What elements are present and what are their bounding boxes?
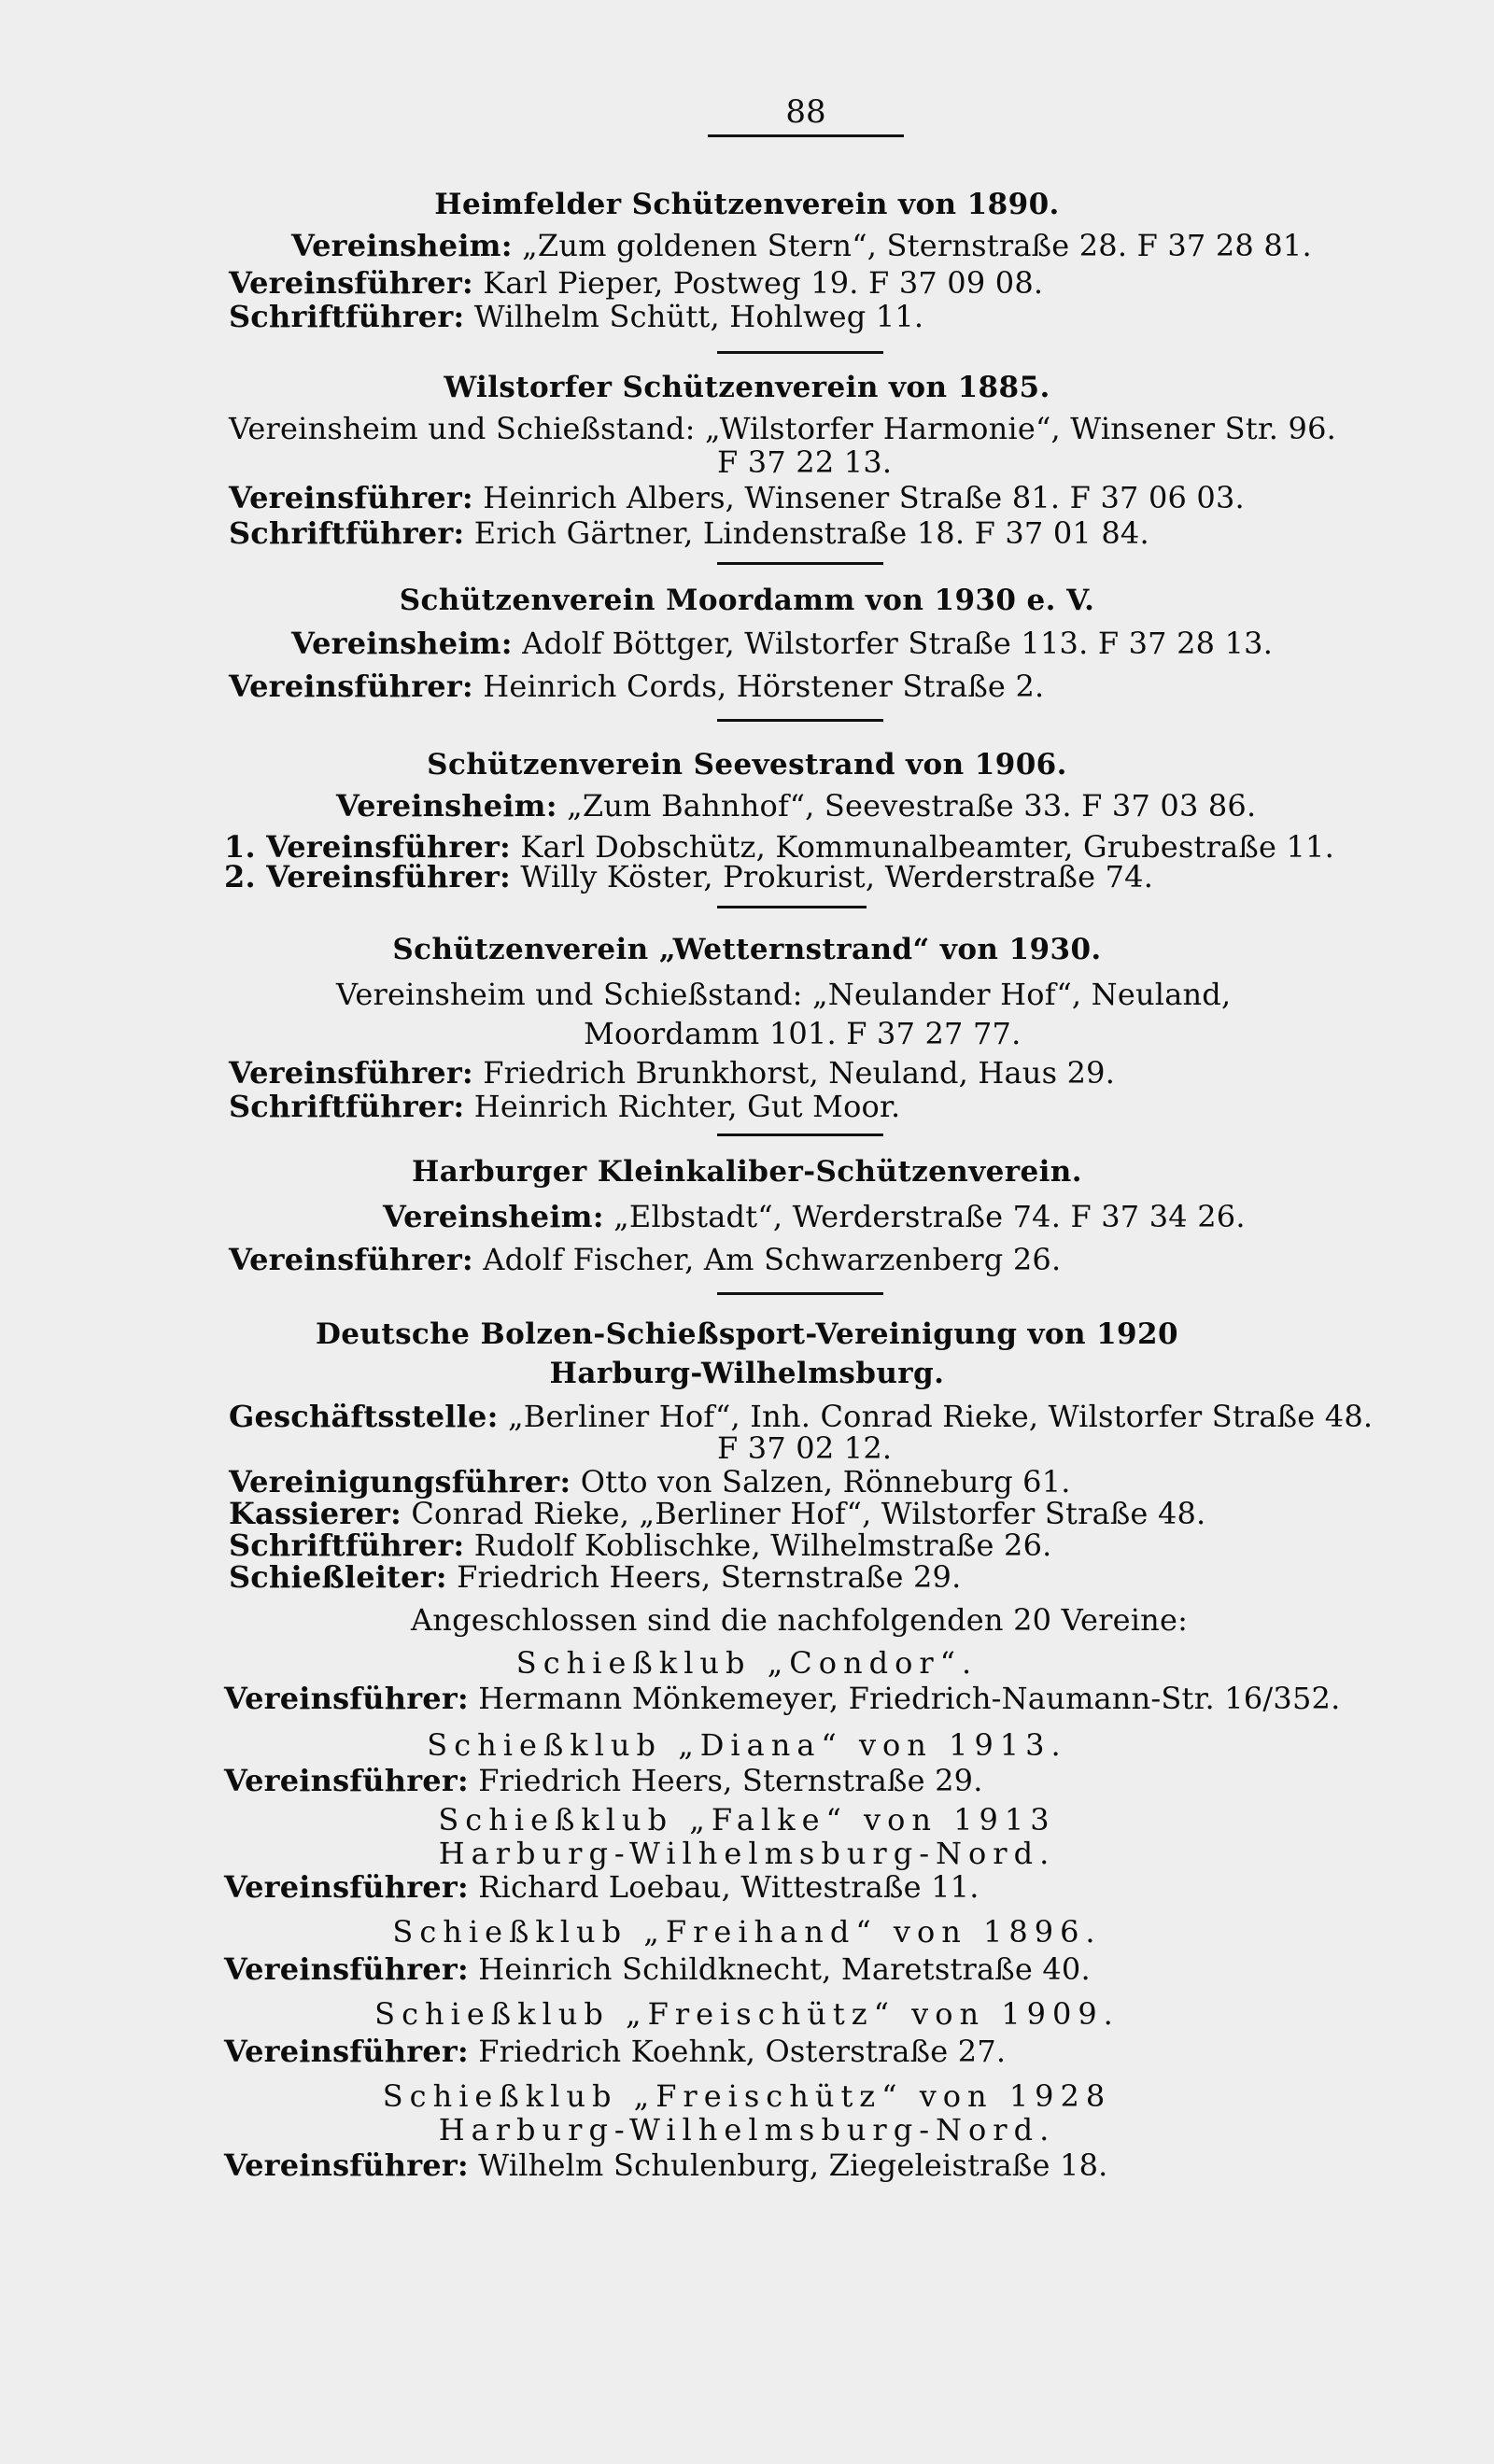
club-name: Schießklub „Condor“. — [515, 1645, 979, 1681]
section-divider — [717, 906, 867, 908]
entry-line: Vereinsheim: „Elbstadt“, Werderstraße 74. F 37 34 26. — [383, 1199, 1246, 1234]
entry-line: Vereinsführer: Heinrich Schildknecht, Maretstraße 40. — [224, 1951, 1091, 1987]
club-name: Schießklub „Falke“ von 1913 — [438, 1802, 1056, 1837]
club-name: Schießklub „Freischütz“ von 1909. — [374, 1996, 1120, 2032]
section-subtitle: Harburg-Wilhelmsburg. — [549, 1357, 945, 1390]
section-title: Schützenverein Moordamm von 1930 e. V. — [399, 584, 1095, 617]
entry-line: Moordamm 101. F 37 27 77. — [584, 1016, 1022, 1051]
entry-line: 1. Vereinsführer: Karl Dobschütz, Kommunalbeamter, Grubestraße 11. — [224, 829, 1334, 865]
entry-line: Vereinsführer: Friedrich Heers, Sternstraße 29. — [224, 1763, 983, 1798]
entry-line: F 37 22 13. — [717, 444, 893, 480]
section-title: Heimfelder Schützenverein von 1890. — [434, 188, 1060, 221]
entry-line: F 37 02 12. — [717, 1430, 893, 1466]
section-divider — [717, 1133, 883, 1136]
section-title: Schützenverein Seevestrand von 1906. — [427, 748, 1067, 781]
entry-line: Vereinsheim und Schießstand: „Neulander Hof“, Neuland, — [336, 977, 1232, 1012]
entry-line: Vereinsführer: Wilhelm Schulenburg, Ziegeleistraße 18. — [224, 2147, 1108, 2183]
entry-line: Vereinsführer: Friedrich Brunkhorst, Neuland, Haus 29. — [229, 1055, 1116, 1091]
entry-line: Vereinsführer: Richard Loebau, Wittestraße 11. — [224, 1869, 980, 1905]
entry-line: Vereinigungsführer: Otto von Salzen, Rönneburg 61. — [229, 1464, 1071, 1500]
intro-line: Angeschlossen sind die nachfolgenden 20 Vereine: — [411, 1602, 1189, 1638]
section-title: Deutsche Bolzen-Schießsport-Vereinigung von 1920 — [316, 1317, 1178, 1351]
entry-line: Schießleiter: Friedrich Heers, Sternstraße 29. — [229, 1559, 962, 1595]
entry-line: Vereinsführer: Heinrich Cords, Hörstener Straße 2. — [229, 669, 1045, 704]
entry-line: Vereinsführer: Adolf Fischer, Am Schwarzenberg 26. — [229, 1242, 1062, 1277]
section-divider — [717, 719, 883, 722]
entry-line: Geschäftsstelle: „Berliner Hof“, Inh. Conrad Rieke, Wilstorfer Straße 48. — [229, 1399, 1374, 1434]
entry-line: Vereinsführer: Hermann Mönkemeyer, Friedrich-Naumann-Str. 16/352. — [224, 1681, 1341, 1716]
entry-line: Kassierer: Conrad Rieke, „Berliner Hof“, Wilstorfer Straße 48. — [229, 1496, 1206, 1531]
entry-line: Schriftführer: Erich Gärtner, Lindenstraße 18. F 37 01 84. — [229, 515, 1149, 551]
section-title: Schützenverein „Wetternstrand“ von 1930. — [392, 933, 1102, 966]
section-title: Wilstorfer Schützenverein von 1885. — [444, 371, 1050, 404]
entry-line: Vereinsheim und Schießstand: „Wilstorfer Harmonie“, Winsener Str. 96. — [229, 411, 1337, 446]
club-name: Schießklub „Freischütz“ von 1928 — [382, 2078, 1112, 2114]
club-name: Schießklub „Freihand“ von 1896. — [392, 1914, 1102, 1950]
entry-line: Vereinsführer: Friedrich Koehnk, Osterstraße 27. — [224, 2034, 1007, 2069]
section-divider — [717, 351, 883, 354]
club-name: Schießklub „Diana“ von 1913. — [427, 1727, 1067, 1763]
entry-line: Schriftführer: Rudolf Koblischke, Wilhelmstraße 26. — [229, 1528, 1052, 1563]
section-title: Harburger Kleinkaliber-Schützenverein. — [412, 1155, 1082, 1189]
entry-line: Vereinsführer: Heinrich Albers, Winsener Straße 81. F 37 06 03. — [229, 480, 1245, 515]
club-name-line2: Harburg-Wilhelmsburg-Nord. — [438, 2112, 1056, 2147]
entry-line: Vereinsheim: Adolf Böttger, Wilstorfer Straße 113. F 37 28 13. — [291, 626, 1274, 661]
section-divider — [717, 562, 883, 565]
entry-line: 2. Vereinsführer: Willy Köster, Prokurist, Werderstraße 74. — [224, 859, 1154, 894]
entry-line: Schriftführer: Wilhelm Schütt, Hohlweg 11. — [229, 299, 924, 334]
club-name-line2: Harburg-Wilhelmsburg-Nord. — [438, 1836, 1056, 1871]
entry-line: Schriftführer: Heinrich Richter, Gut Moor. — [229, 1089, 901, 1124]
entry-line: Vereinsheim: „Zum Bahnhof“, Seevestraße 33. F 37 03 86. — [336, 788, 1257, 824]
entry-line: Vereinsführer: Karl Pieper, Postweg 19. F 37 09 08. — [229, 265, 1044, 301]
section-divider — [717, 1292, 883, 1295]
page-number: 88 — [708, 93, 904, 137]
entry-line: Vereinsheim: „Zum goldenen Stern“, Sternstraße 28. F 37 28 81. — [291, 228, 1312, 263]
